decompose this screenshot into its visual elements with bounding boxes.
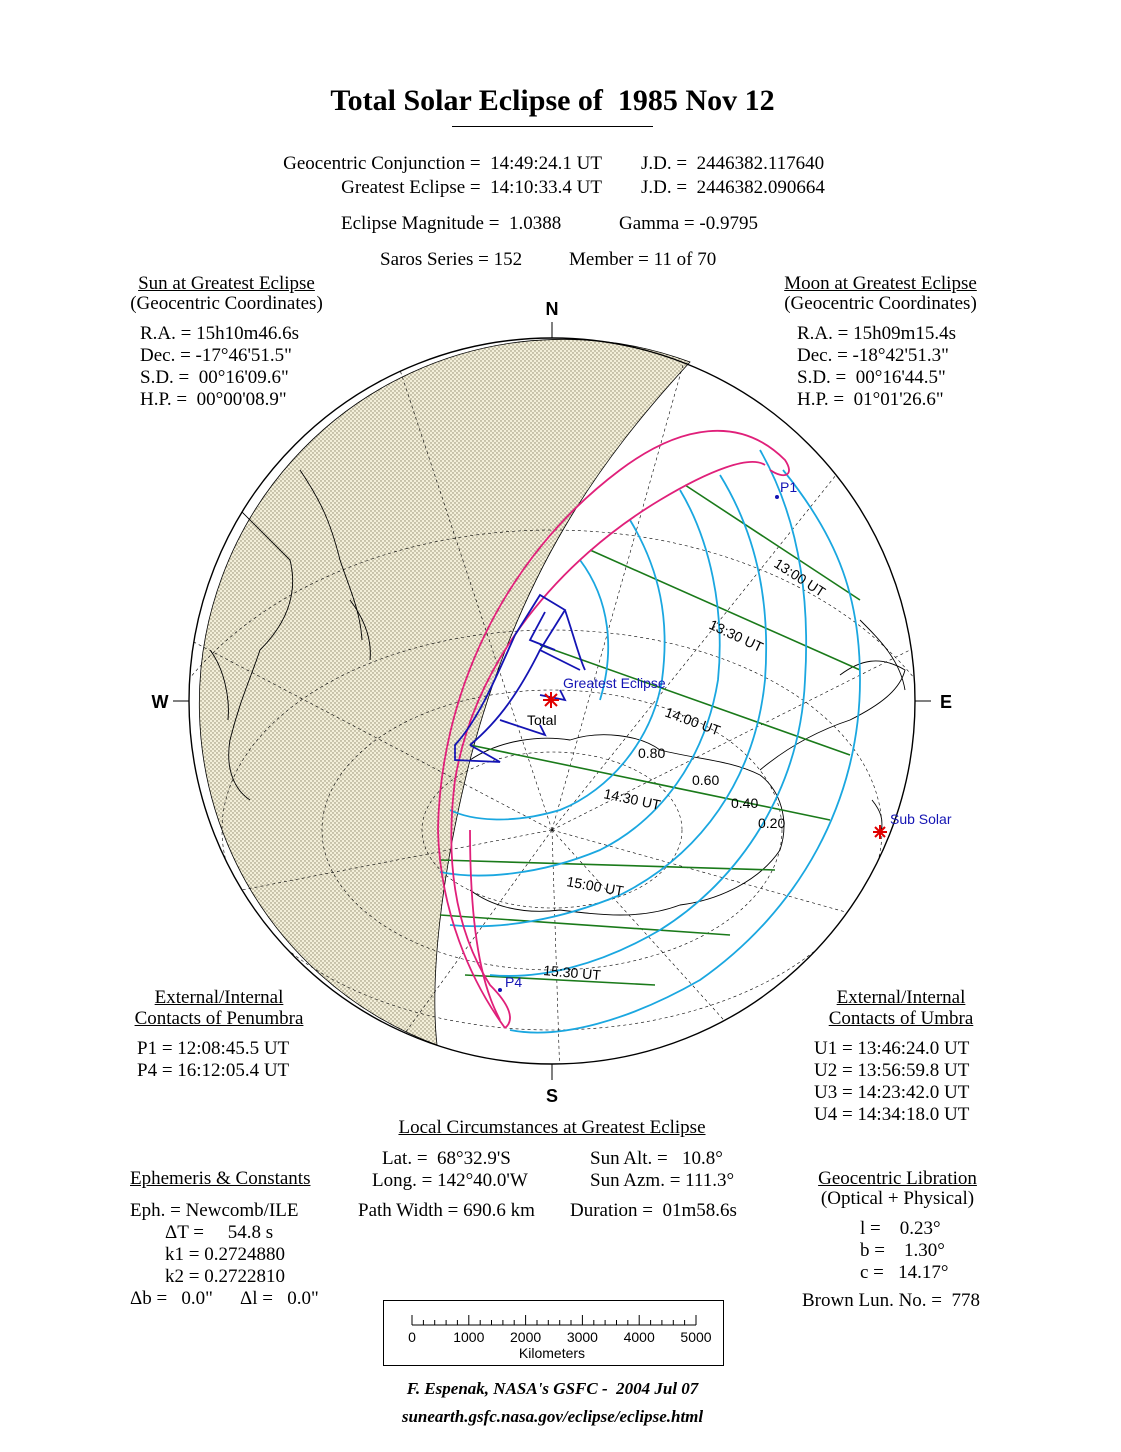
sun-sd: S.D. = 00°16'09.6" — [140, 367, 289, 388]
geocentric-conjunction-jd: J.D. = 2446382.117640 — [641, 153, 825, 174]
penumbra-p4: P4 = 16:12:05.4 UT — [137, 1060, 290, 1081]
night-region — [199, 339, 690, 1045]
saros-member: Member = 11 of 70 — [569, 249, 717, 270]
ephemeris-delta-t: ΔT = 54.8 s — [165, 1222, 274, 1243]
greatest-eclipse-jd: J.D. = 2446382.090664 — [641, 177, 825, 198]
compass-s: S — [545, 1086, 559, 1106]
umbra-u4: U4 = 14:34:18.0 UT — [814, 1104, 970, 1125]
sun-heading: Sun at Greatest Eclipse — [138, 273, 315, 294]
scale-tick-1000: 1000 — [453, 1329, 485, 1345]
libration-b: b = 1.30° — [860, 1240, 945, 1261]
sub-solar-marker — [873, 825, 887, 839]
penumbra-p1: P1 = 12:08:45.5 UT — [137, 1038, 290, 1059]
label-1500ut: 15:00 UT — [565, 873, 625, 899]
label-1300ut: 13:00 UT — [771, 555, 829, 600]
libration-subheading: (Optical + Physical) — [820, 1188, 975, 1209]
scale-unit-label: Kilometers — [518, 1345, 586, 1361]
compass-e: E — [939, 692, 953, 712]
local-sun-azm: Sun Azm. = 111.3° — [590, 1170, 735, 1191]
page-title: Total Solar Eclipse of 1985 Nov 12 — [330, 84, 775, 117]
compass-w: W — [151, 692, 169, 712]
umbra-u2: U2 = 13:56:59.8 UT — [814, 1060, 970, 1081]
label-p1: P1 — [780, 479, 798, 495]
eclipse-magnitude: Eclipse Magnitude = 1.0388 — [341, 213, 562, 234]
label-1330ut: 13:30 UT — [706, 616, 766, 656]
label-greatest-eclipse: Greatest Eclipse — [563, 675, 666, 691]
scale-tick-2000: 2000 — [510, 1329, 542, 1345]
local-long: Long. = 142°40.0'W — [372, 1170, 528, 1191]
scale-tick-4000: 4000 — [623, 1329, 655, 1345]
p4-marker — [498, 988, 502, 992]
label-1530ut: 15:30 UT — [542, 962, 602, 984]
brown-lunation-number: Brown Lun. No. = 778 — [802, 1290, 981, 1311]
ephemeris-k2: k2 = 0.2722810 — [165, 1266, 285, 1287]
penumbra-heading-2: Contacts of Penumbra — [134, 1008, 304, 1029]
moon-ra: R.A. = 15h09m15.4s — [797, 323, 957, 344]
credit-line: F. Espenak, NASA's GSFC - 2004 Jul 07 — [406, 1379, 699, 1398]
ephemeris-heading: Ephemeris & Constants — [130, 1168, 311, 1189]
ephemeris-eph: Eph. = Newcomb/ILE — [130, 1200, 299, 1221]
compass-n: N — [545, 299, 559, 319]
saros-series: Saros Series = 152 — [380, 249, 523, 270]
scale-bar — [384, 1301, 723, 1365]
label-mag-060: 0.60 — [692, 772, 720, 788]
moon-hp: H.P. = 01°01'26.6" — [797, 389, 944, 410]
umbra-u3: U3 = 14:23:42.0 UT — [814, 1082, 970, 1103]
sun-ra: R.A. = 15h10m46.6s — [140, 323, 300, 344]
label-mag-020: 0.20 — [758, 815, 786, 831]
penumbra-heading-1: External/Internal — [154, 987, 284, 1008]
libration-heading: Geocentric Libration — [818, 1168, 977, 1189]
libration-c: c = 14.17° — [860, 1262, 949, 1283]
sun-hp: H.P. = 00°00'08.9" — [140, 389, 287, 410]
geocentric-conjunction: Geocentric Conjunction = 14:49:24.1 UT — [283, 153, 602, 174]
sun-dec: Dec. = -17°46'51.5" — [140, 345, 292, 366]
label-1430ut: 14:30 UT — [602, 785, 663, 813]
source-url: sunearth.gsfc.nasa.gov/eclipse/eclipse.html — [401, 1407, 704, 1426]
ephemeris-delta-l: Δl = 0.0" — [240, 1288, 319, 1309]
label-mag-040: 0.40 — [731, 795, 759, 811]
ephemeris-delta-b: Δb = 0.0" — [130, 1288, 213, 1309]
moon-subheading: (Geocentric Coordinates) — [784, 293, 977, 314]
label-1400ut: 14:00 UT — [662, 703, 723, 739]
label-mag-080: 0.80 — [638, 745, 666, 761]
gamma: Gamma = -0.9795 — [619, 213, 758, 234]
sun-subheading: (Geocentric Coordinates) — [130, 293, 323, 314]
ephemeris-k1: k1 = 0.2724880 — [165, 1244, 285, 1265]
moon-heading: Moon at Greatest Eclipse — [784, 273, 977, 294]
local-path-width: Path Width = 690.6 km — [358, 1200, 535, 1221]
label-total: Total — [527, 712, 557, 728]
moon-dec: Dec. = -18°42'51.3" — [797, 345, 949, 366]
label-p4: P4 — [505, 974, 523, 990]
umbra-heading-1: External/Internal — [836, 987, 966, 1008]
local-sun-alt: Sun Alt. = 10.8° — [590, 1148, 723, 1169]
umbra-heading-2: Contacts of Umbra — [828, 1008, 974, 1029]
umbra-u1: U1 = 13:46:24.0 UT — [814, 1038, 970, 1059]
greatest-eclipse-time: Greatest Eclipse = 14:10:33.4 UT — [341, 177, 602, 198]
local-duration: Duration = 01m58.6s — [570, 1200, 737, 1221]
scale-tick-5000: 5000 — [680, 1329, 712, 1345]
distance-scale — [383, 1300, 724, 1366]
greatest-eclipse-marker — [543, 692, 559, 708]
title-underline — [452, 126, 653, 127]
scale-tick-0: 0 — [408, 1329, 416, 1345]
scale-tick-3000: 3000 — [566, 1329, 598, 1345]
libration-l: l = 0.23° — [860, 1218, 941, 1239]
local-lat: Lat. = 68°32.9'S — [382, 1148, 511, 1169]
moon-sd: S.D. = 00°16'44.5" — [797, 367, 946, 388]
local-heading: Local Circumstances at Greatest Eclipse — [398, 1117, 706, 1138]
label-sub-solar: Sub Solar — [890, 811, 952, 827]
p1-marker — [775, 495, 779, 499]
